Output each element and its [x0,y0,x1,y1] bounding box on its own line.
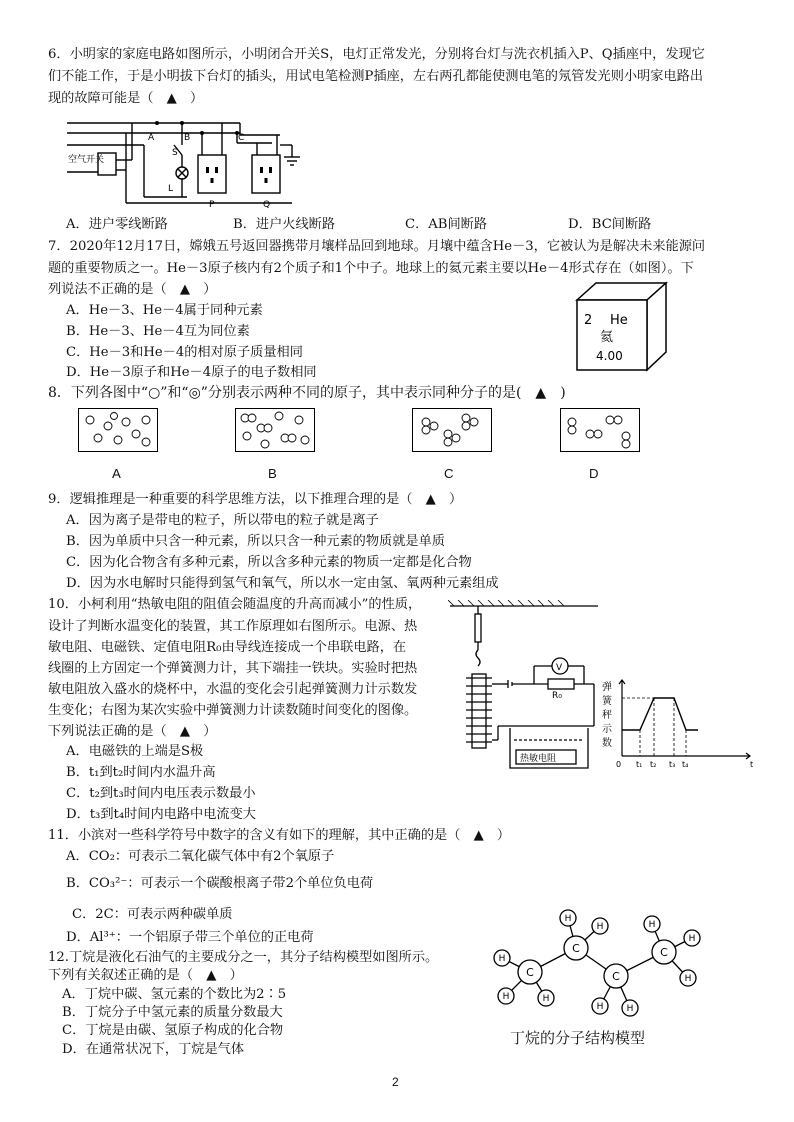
point-b-label: B [184,133,191,143]
point-a-label: A [148,133,155,143]
q9-option-d: D．因为水电解时只能得到氢气和氧气，所以水一定由氢、氧两种元素组成 [66,576,499,591]
q11-line1: 11．小滨对一些科学符号中数字的含义有如下的理解，其中正确的是（ ▲ ） [48,828,511,843]
q12-option-d: D．在通常状况下，丁烷是气体 [62,1042,245,1057]
q10-line6: 生变化；右图为某次实验中弹簧测力计读数随时间变化的图像。 [48,703,418,718]
carbon-atom-4: C [660,946,668,959]
q7-line2: 题的重要物质之一。He－3原子核内有2个质子和1个中子。地球上的氦元素主要以He－4形式存在（如图）。下 [48,261,694,276]
hydrogen-atom: H [596,1002,604,1012]
page-number: 2 [392,1075,399,1089]
helium-element-cube [574,280,674,375]
q8-label-c: C [444,466,454,481]
q7-option-c: C．He－3和He－4的相对原子质量相同 [66,345,303,360]
tick-origin: 0 [616,760,622,769]
hydrogen-atom: H [648,920,656,930]
q12-option-c: C．丁烷是由碳、氢原子构成的化合物 [62,1023,284,1038]
butane-molecule-model [488,904,718,1024]
q8-label-a: A [112,466,121,481]
point-c-label: C [238,133,245,143]
hydrogen-atom: H [502,992,510,1002]
q11-option-b: B．CO₃²⁻：可表示一个碳酸根离子带2个单位负电荷 [66,876,374,891]
tick-t1: t₁ [636,760,643,769]
q9-option-c: C．因为化合物含有多种元素，所以含多种元素的物质一定都是化合物 [66,555,472,570]
q10-line5: 敏电阻放入盛水的烧杯中，水温的变化会引起弹簧测力计示数发 [48,682,418,697]
voltmeter-label: V [556,663,563,673]
q10-line1: 10．小柯利用“热敏电阻的阻值会随温度的升高而减小”的性质， [48,597,422,612]
q9-option-a: A．因为离子是带电的粒子，所以带电的粒子就是离子 [66,513,379,528]
hydrogen-atom: H [684,974,692,984]
carbon-atom-3: C [612,970,620,983]
atomic-mass: 4.00 [596,349,623,363]
q10-option-c: C．t₂到t₃时间内电压表示数最小 [66,786,256,801]
q9-option-b: B．因为单质中只含一种元素，所以只含一种元素的物质就是单质 [66,534,445,549]
q11-option-d: D．Al³⁺：一个铝原子带三个单位的正电荷 [66,930,314,945]
q6-line2: 们不能工作，于是小明拔下台灯的插头，用试电笔检测P插座，左右两孔都能使测电笔的氖管发光则小明家电路出 [48,69,704,84]
carbon-atom-1: C [526,966,534,979]
element-name: 氦 [600,330,614,345]
q6-option-a: A．进户零线断路 [66,217,168,232]
hydrogen-atom: H [688,934,696,944]
q10-line3: 敏电阻、电磁铁、定值电阻R₀由导线连接成一个串联电路，在 [48,640,407,655]
q10-option-b: B．t₁到t₂时间内水温升高 [66,765,216,780]
q12-option-b: B．丁烷分子中氢元素的质量分数最大 [62,1005,283,1020]
carbon-atom-2: C [572,942,580,955]
tick-t2: t₂ [650,760,657,769]
q6-option-c: C．AB间断路 [405,217,488,232]
air-switch-label-1: 空气开关 [68,155,105,165]
lamp-l-label: L [168,184,174,194]
tick-t4: t₄ [682,760,689,769]
thermistor-label: 热敏电阻 [520,754,557,764]
q6-line1: 6．小明家的家庭电路如图所示，小明闭合开关S，电灯正常发光，分别将台灯与洗衣机插入P、Q插座中，发现它 [48,47,705,62]
q8-box-b [235,408,315,452]
q7-line1: 7．2020年12月17日，嫦娥五号返回器携带月壤样品回到地球。月壤中蕴含He－3，它被认为是解决未来能源问 [48,239,706,254]
q8-label-d: D [589,466,599,481]
q12-line2: 下列有关叙述正确的是（ ▲ ） [48,968,243,983]
q7-option-b: B．He－3、He－4互为同位素 [66,324,250,339]
q7-option-d: D．He－3原子和He－4原子的电子数相同 [66,365,317,380]
hydrogen-atom: H [542,994,550,1004]
y-axis-label-2: 簧 [602,696,612,707]
element-symbol: He [610,313,628,328]
q10-option-a: A．电磁铁的上端是S极 [66,744,204,759]
hydrogen-atom: H [626,1004,634,1014]
q8-box-d [560,408,640,452]
q12-line1: 12.丁烷是液化石油气的主要成分之一，其分子结构模型如图所示。 [48,950,439,965]
q6-option-b: B．进户火线断路 [233,217,336,232]
q8-line1: 8．下列各图中“○”和“◎”分别表示两种不同的原子，其中表示同种分子的是( ▲ ) [48,385,566,401]
y-axis-label-1: 弹 [602,682,612,693]
socket-p-label: P [209,200,215,210]
hydrogen-atom: H [498,954,506,964]
q10-option-d: D．t₃到t₄时间内电路中电流变大 [66,807,256,822]
q6-circuit-diagram [62,115,312,210]
butane-caption: 丁烷的分子结构模型 [510,1029,646,1047]
r0-label: R₀ [552,691,562,701]
socket-q-label: Q [263,200,271,210]
hydrogen-atom: H [564,914,572,924]
q11-option-c: C．2C：可表示两种碳单质 [72,907,233,922]
q12-option-a: A．丁烷中碳、氢元素的个数比为2∶5 [62,987,287,1002]
q7-option-a: A．He－3、He－4属于同种元素 [66,303,263,318]
q10-line7: 下列说法正确的是（ ▲ ） [48,724,217,739]
q11-option-a: A．CO₂：可表示二氧化碳气体中有2个氧原子 [66,849,335,864]
tick-t-axis: t [750,760,754,769]
tick-t3: t₃ [669,760,676,769]
hydrogen-atom: H [596,922,604,932]
q7-line3: 列说法不正确的是（ ▲ ） [48,282,217,297]
q9-line1: 9．逻辑推理是一种重要的科学思维方法，以下推理合理的是（ ▲ ） [48,492,463,507]
switch-s-label: S [172,148,178,158]
q10-spring-reading-graph [600,676,760,770]
q8-box-a [78,408,158,452]
y-axis-label-5: 数 [602,738,612,749]
q10-electromagnet-circuit [448,600,618,770]
q8-box-c [412,408,492,452]
y-axis-label-4: 示 [602,724,612,735]
atomic-number: 2 [584,313,593,328]
q8-label-b: B [268,466,277,481]
q10-line2: 设计了判断水温变化的装置，其工作原理如右图所示。电源、热 [48,619,418,634]
y-axis-label-3: 秤 [602,710,612,721]
q6-line3: 现的故障可能是（ ▲ ） [48,91,204,106]
q10-line4: 线圈的上方固定一个弹簧测力计，其下端挂一铁块。实验时把热 [48,661,418,676]
q6-option-d: D．BC间断路 [568,217,652,232]
